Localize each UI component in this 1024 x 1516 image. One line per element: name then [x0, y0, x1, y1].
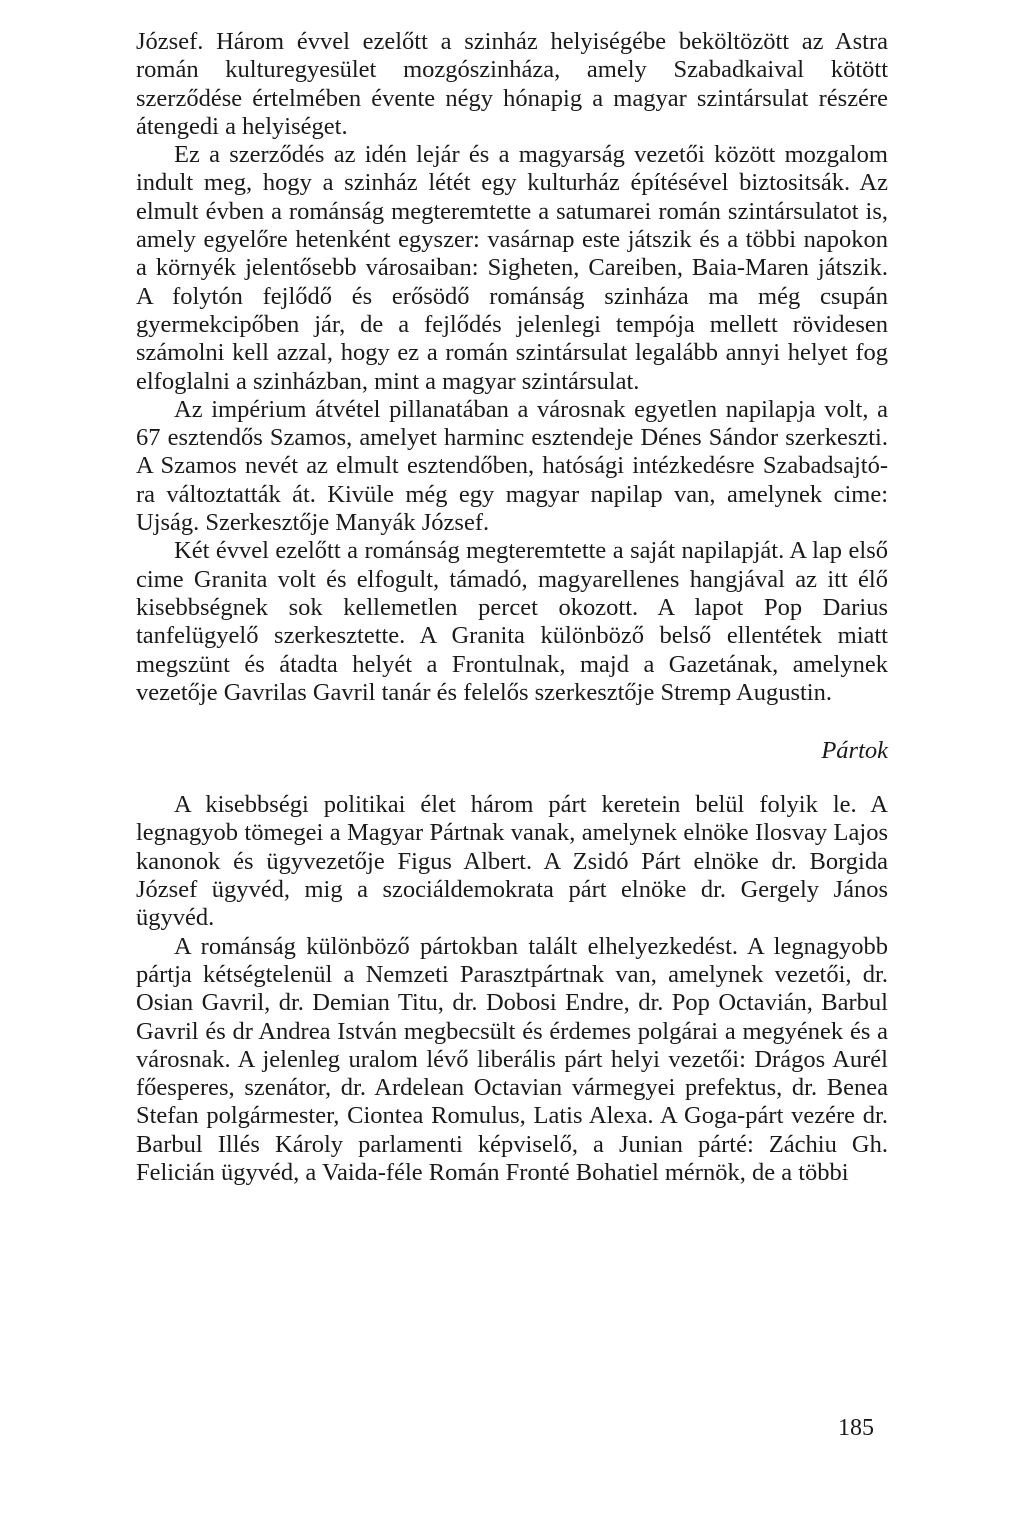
document-page [136, 28, 888, 1488]
paragraph-2: Ez a szerződés az idén lejár és a magyarság vezetői között mozgalom indult meg, hogy a szinház létét egy kulturház építésével biztositsák. Az elmult évben a románság megteremtette a satumarei román szintársulatot is, amely egyelőre hetenként egyszer: vasárnap este játszik és a többi napokon a környék jelentősebb városaiban: Sigheten, Careiben, Baia-Maren játszik. A folytón fejlődő és erősödő románság szinháza ma még csupán gyermekcipőben jár, de a fejlődés jelenlegi tempója mellett rövidesen számolni kell azzal, hogy ez a román szintársulat legalább annyi helyet fog elfoglalni a szinházban, mint a magyar szintársulat. [136, 141, 888, 395]
section-heading: Pártok [821, 737, 888, 765]
paragraph-3: Az impérium átvétel pillanatában a városnak egyetlen napilapja volt, a 67 esztendős Szamos, amelyet harminc esztendeje Dénes Sándor szerkeszti. A Szamos nevét az elmult esztendőben, hatósági intézkedésre Szabadsajtó-ra változtatták át. Kivüle még egy magyar napilap van, amelynek cime: Ujság. Szerkesztője Manyák József. [136, 395, 888, 537]
paragraph-6: A románság különböző pártokban talált elhelyezkedést. A legnagyobb pártja kétségtelenül a Nemzeti Parasztpártnak van, amelynek vezetői, dr. Osian Gavril, dr. Demian Titu, dr. Dobosi Endre, dr. Pop Octavián, Barbul Gavril és dr Andrea István megbecsült és érdemes polgárai a megyének és a városnak. A jelenleg uralom lévő liberális párt helyi vezetői: Drágos Aurél főesperes, szenátor, dr. Ardelean Octavian vármegyei prefektus, dr. Benea Stefan polgármester, Ciontea Romulus, Latis Alexa. A Goga-párt vezére dr. Barbul Illés Károly parlamenti képviselő, a Junian párté: Záchiu Gh. Felicián ügyvéd, a Vaida-féle Román Fronté Bohatiel mérnök, de a többi [136, 932, 888, 1186]
paragraph-4: Két évvel ezelőtt a románság megteremtette a saját napilapját. A lap első cime Granita volt és elfogult, támadó, magyarellenes hangjával az itt élő kisebbségnek sok kellemetlen percet okozott. A lapot Pop Darius tanfelügyelő szerkesztette. A Granita különböző belső ellentétek miatt megszünt és átadta helyét a Frontulnak, majd a Gazetának, amelynek vezetője Gavrilas Gavril tanár és felelős szerkesztője Stremp Augustin. [136, 537, 888, 706]
page-number: 185 [838, 1415, 874, 1441]
paragraph-1: József. Három évvel ezelőtt a szinház helyiségébe beköltözött az Astra román kulturegyesület mozgószinháza, amely Szabadkaival kötött szerződése értelmében évente négy hónapig a magyar szintársulat részére átengedi a helyiséget. [136, 28, 888, 140]
paragraph-5: A kisebbségi politikai élet három párt keretein belül folyik le. A legnagyob tömegei a Magyar Pártnak vanak, amelynek elnöke Ilosvay Lajos kanonok és ügyvezetője Figus Albert. A Zsidó Párt elnöke dr. Borgida József ügyvéd, mig a szociáldemokrata párt elnöke dr. Gergely János ügyvéd. [136, 791, 888, 932]
